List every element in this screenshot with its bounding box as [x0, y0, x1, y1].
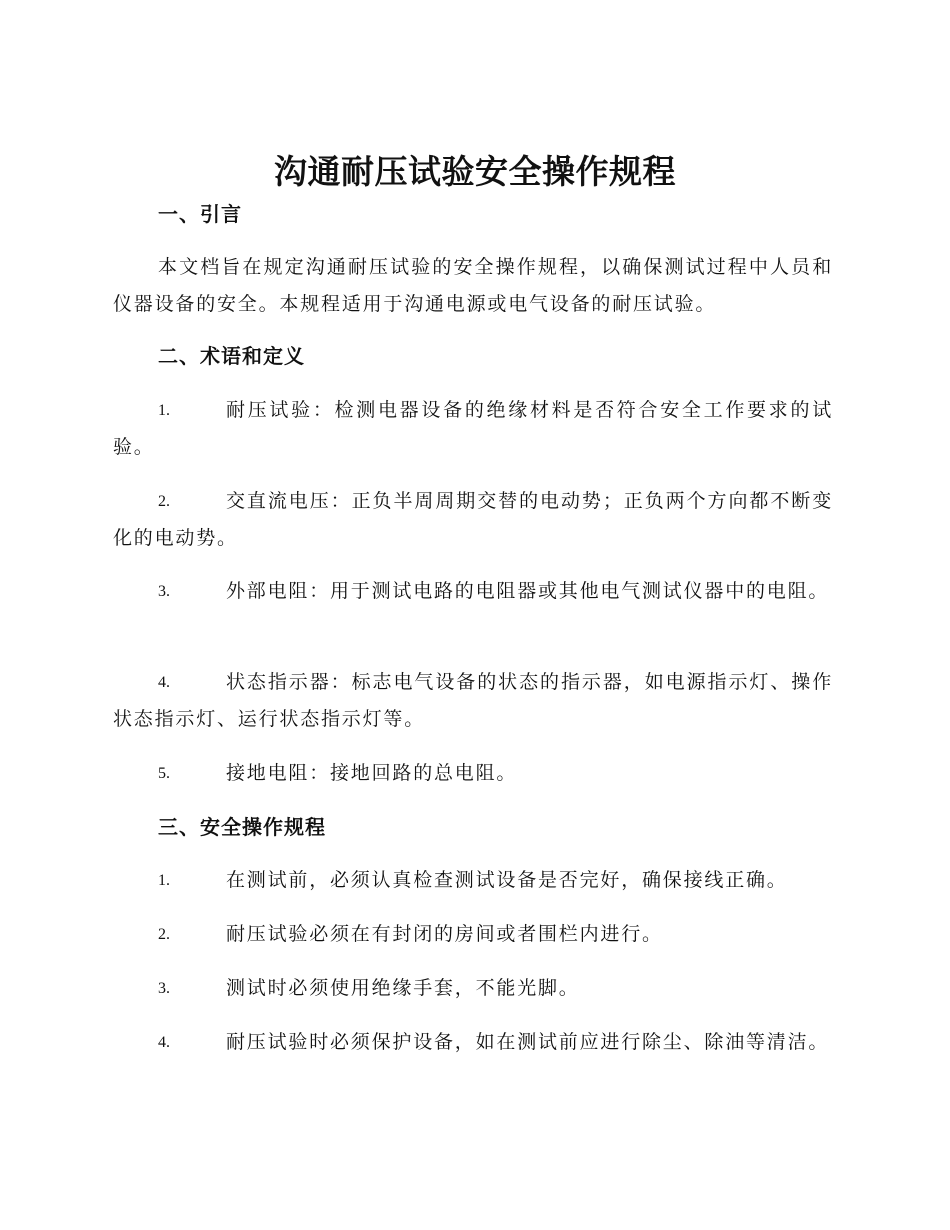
introduction-paragraph: 本文档旨在规定沟通耐压试验的安全操作规程，以确保测试过程中人员和仪器设备的安全。本规程适用于沟通电源或电气设备的耐压试验。 — [113, 256, 833, 315]
list-item-number: 4. — [158, 674, 170, 691]
list-item-number: 4. — [158, 1034, 170, 1051]
list-item-number: 1. — [158, 402, 170, 419]
list-item — [113, 483, 833, 557]
list-item-number: 5. — [158, 765, 170, 782]
list-item-text: 状态指示器：标志电气设备的状态的指示器，如电源指示灯、操作状态指示灯、运行状态指示灯等。 — [113, 671, 833, 730]
list-item — [113, 1024, 833, 1061]
list-item-text: 耐压试验：检测电器设备的绝缘材料是否符合安全工作要求的试验。 — [113, 399, 833, 458]
list-item-number: 3. — [158, 980, 170, 997]
list-item — [113, 916, 833, 953]
document-title: 沟通耐压试验安全操作规程 — [274, 152, 676, 191]
section-heading-introduction: 一、引言 — [158, 202, 242, 226]
list-item — [113, 573, 833, 610]
list-item — [113, 970, 833, 1007]
list-item-text: 交直流电压：正负半周周期交替的电动势；正负两个方向都不断变化的电动势。 — [113, 490, 833, 549]
list-item-text: 外部电阻：用于测试电路的电阻器或其他电气测试仪器中的电阻。 — [226, 580, 830, 602]
list-item-number: 3. — [158, 583, 170, 600]
list-item-text: 接地电阻：接地回路的总电阻。 — [226, 762, 518, 784]
list-item-text: 在测试前，必须认真检查测试设备是否完好，确保接线正确。 — [226, 869, 788, 891]
list-item — [113, 862, 833, 899]
list-item — [113, 664, 833, 738]
list-item-text: 耐压试验时必须保护设备，如在测试前应进行除尘、除油等清洁。 — [226, 1031, 830, 1053]
section-heading-safety-procedures: 三、安全操作规程 — [158, 815, 326, 839]
list-item — [113, 392, 833, 466]
list-item-number: 1. — [158, 872, 170, 889]
list-item-number: 2. — [158, 493, 170, 510]
list-item-text: 测试时必须使用绝缘手套，不能光脚。 — [226, 977, 580, 999]
list-item-number: 2. — [158, 926, 170, 943]
section-heading-terms: 二、术语和定义 — [158, 344, 305, 368]
list-item-text: 耐压试验必须在有封闭的房间或者围栏内进行。 — [226, 923, 663, 945]
list-item — [113, 755, 833, 792]
